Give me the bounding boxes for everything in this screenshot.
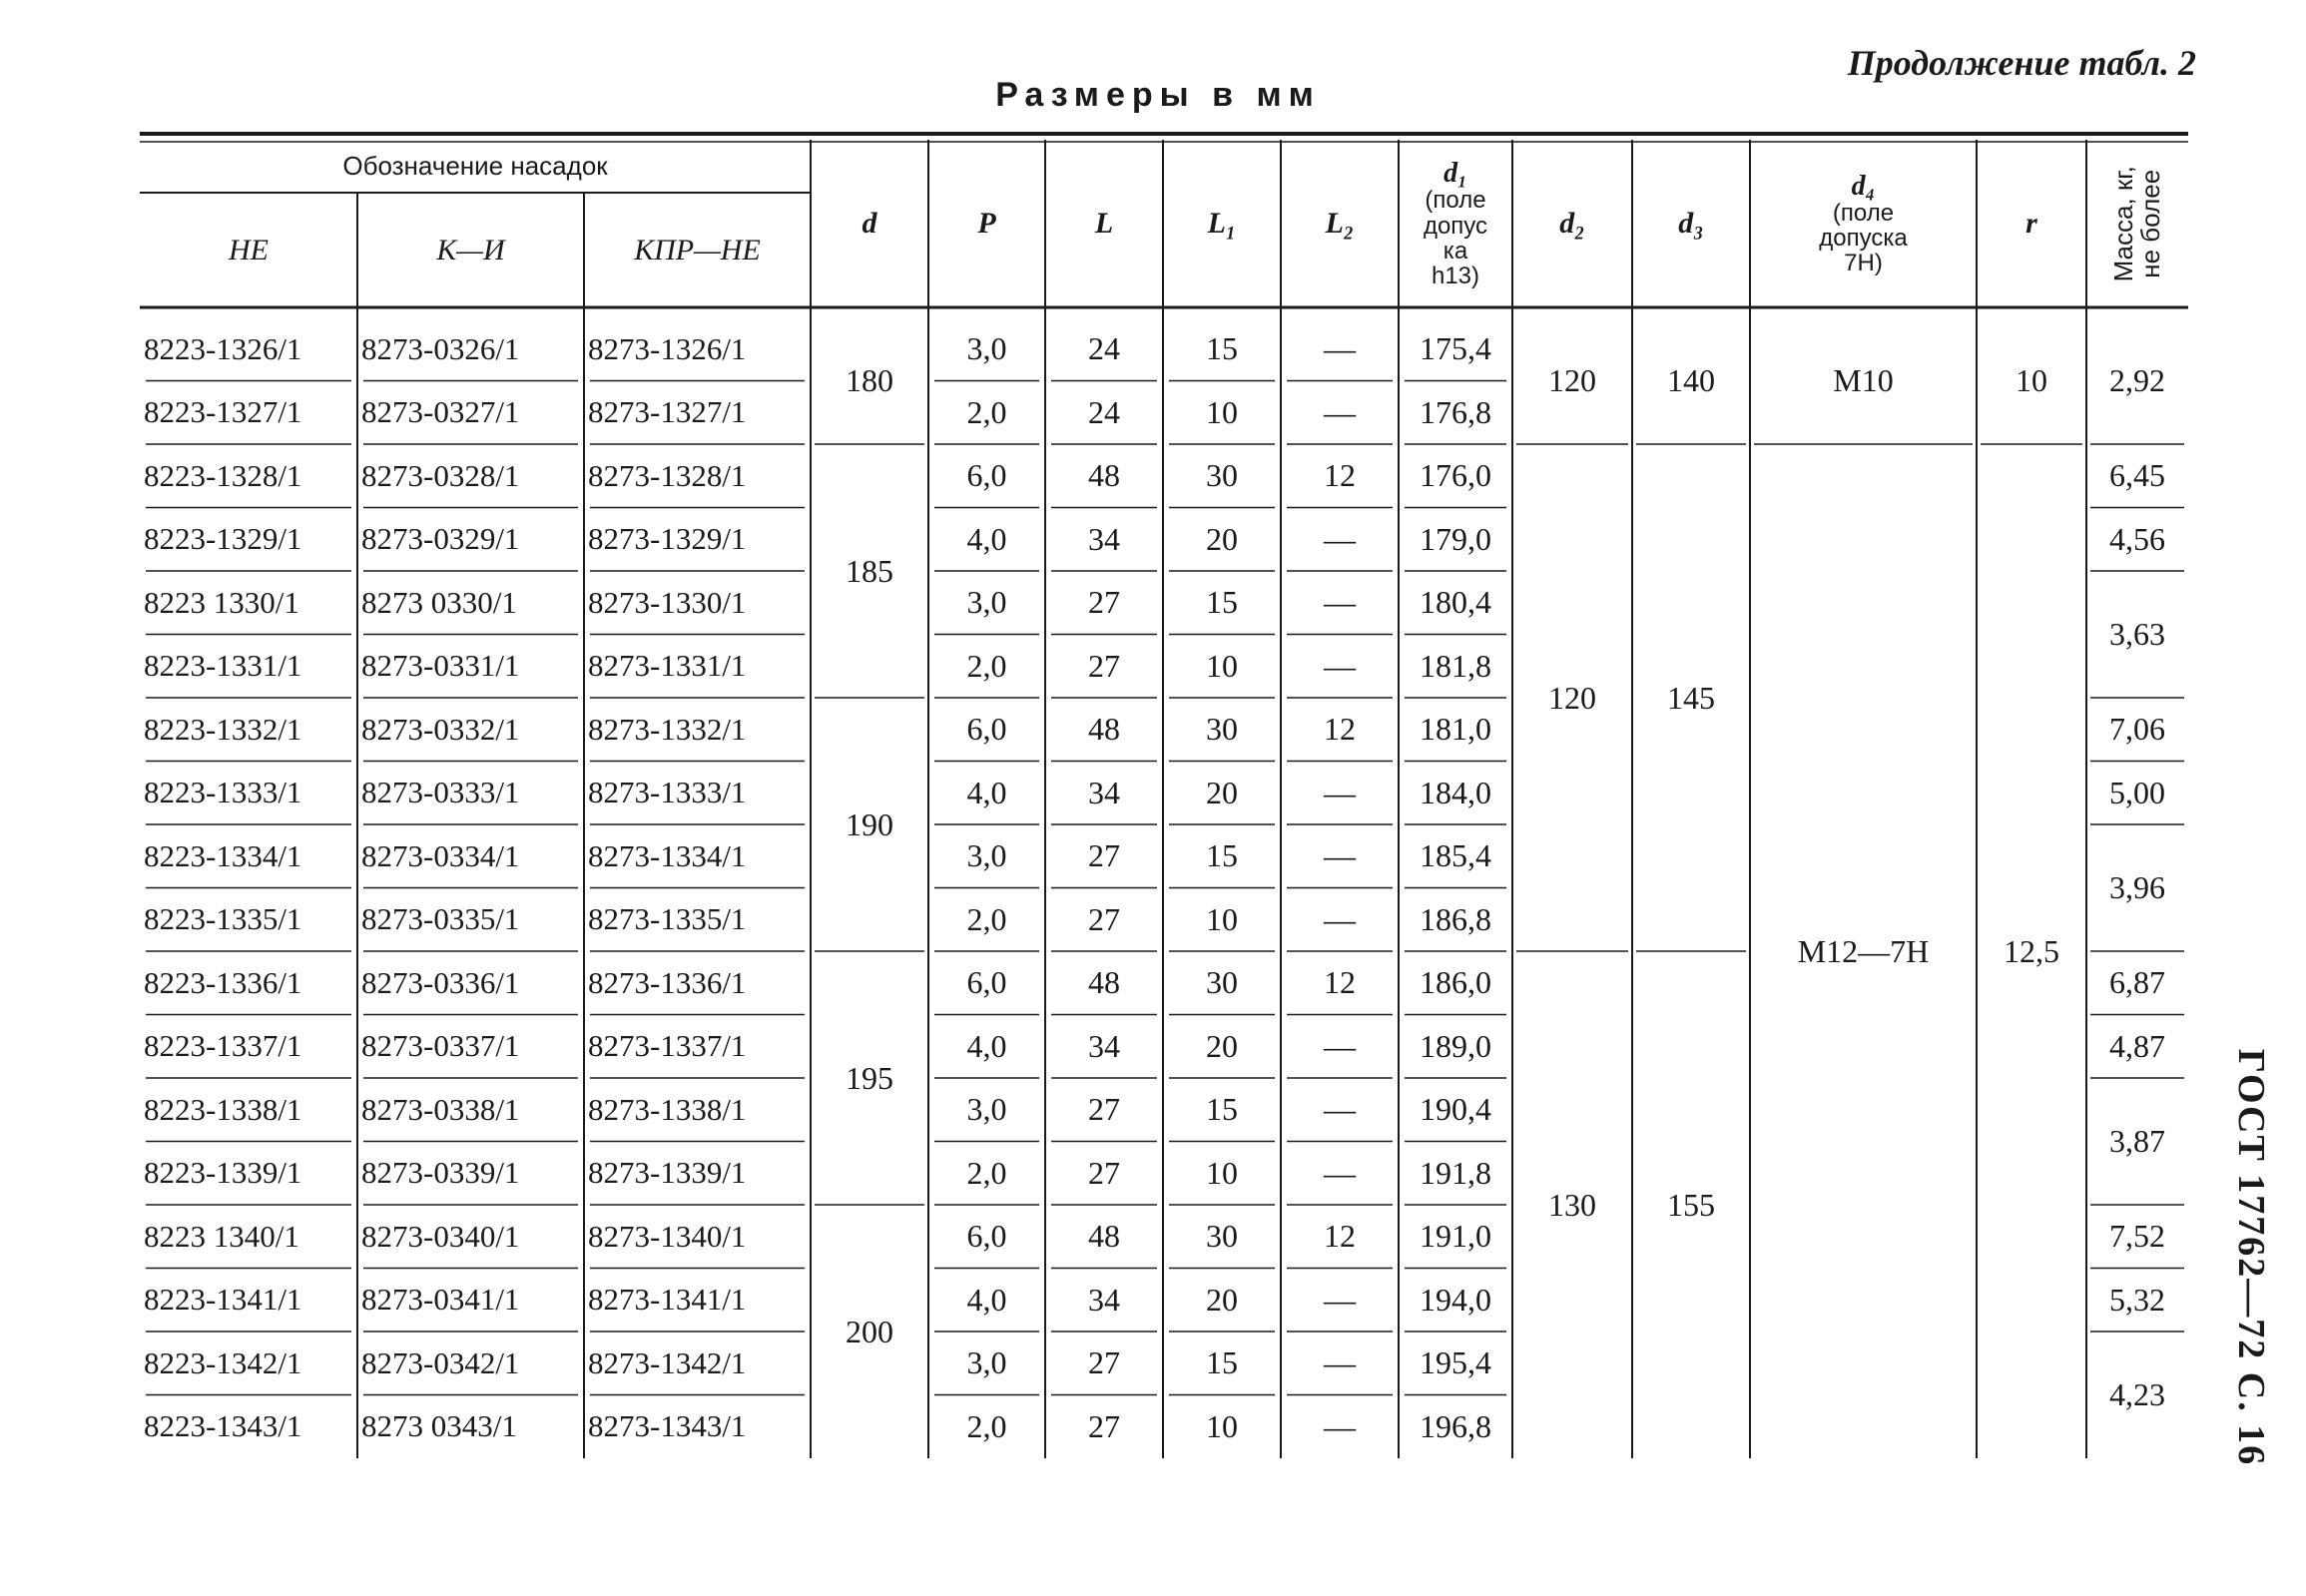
d3-cell: 145 bbox=[1667, 679, 1715, 716]
kprne-code-cell: 8273-1327/1 bbox=[588, 394, 747, 430]
d1-cell: 175,4 bbox=[1420, 330, 1491, 367]
p-cell: 2,0 bbox=[966, 900, 1007, 937]
kprne-code-cell: 8273-1331/1 bbox=[588, 648, 747, 684]
l-cell: 34 bbox=[1088, 774, 1120, 810]
mass-cell: 5,32 bbox=[2109, 1281, 2165, 1318]
l1-cell: 15 bbox=[1206, 1091, 1238, 1128]
l1-cell: 20 bbox=[1206, 1027, 1238, 1064]
d-cell: 190 bbox=[846, 805, 893, 842]
l2-cell: — bbox=[1324, 1154, 1356, 1191]
ki-code-cell: 8273-0327/1 bbox=[361, 394, 520, 430]
d1-cell: 176,8 bbox=[1420, 393, 1491, 430]
l1-cell: 30 bbox=[1206, 711, 1238, 748]
ki-code-cell: 8273-0328/1 bbox=[361, 457, 520, 493]
mass-cell: 4,23 bbox=[2109, 1376, 2165, 1412]
column-header-d4-note-2: допуска bbox=[1819, 225, 1908, 253]
kprne-code-cell: 8273-1330/1 bbox=[588, 584, 747, 620]
column-header-ne: НЕ bbox=[229, 233, 269, 266]
r-cell: 10 bbox=[2016, 362, 2047, 398]
l2-cell: — bbox=[1324, 520, 1356, 557]
l1-cell: 20 bbox=[1206, 1281, 1238, 1318]
l2-cell: — bbox=[1324, 1027, 1356, 1064]
column-header-mass bbox=[2086, 140, 2188, 307]
kprne-code-cell: 8273-1339/1 bbox=[588, 1155, 747, 1191]
ne-code-cell: 8223-1332/1 bbox=[144, 711, 302, 747]
l2-cell: — bbox=[1324, 647, 1356, 684]
mass-cell: 6,45 bbox=[2109, 457, 2165, 494]
kprne-code-cell: 8273-1329/1 bbox=[588, 521, 747, 557]
d-cell: 180 bbox=[846, 362, 893, 398]
p-cell: 2,0 bbox=[966, 647, 1007, 684]
ki-code-cell: 8273-0332/1 bbox=[361, 711, 520, 747]
continuation-note: Продолжение табл. 2 bbox=[1847, 43, 2196, 83]
d3-cell: 155 bbox=[1667, 1186, 1715, 1223]
mass-cell: 4,87 bbox=[2109, 1027, 2165, 1064]
p-cell: 4,0 bbox=[966, 520, 1007, 557]
ki-code-cell: 8273-0335/1 bbox=[361, 901, 520, 937]
d-cell: 200 bbox=[846, 1313, 893, 1349]
column-header-p: P bbox=[977, 207, 996, 241]
mass-cell: 5,00 bbox=[2109, 774, 2165, 810]
column-header-d: d bbox=[862, 207, 877, 241]
ne-code-cell: 8223-1341/1 bbox=[144, 1282, 302, 1318]
column-header-d1-note-2: допус bbox=[1423, 212, 1488, 240]
p-cell: 3,0 bbox=[966, 584, 1007, 621]
kprne-code-cell: 8273-1340/1 bbox=[588, 1218, 747, 1254]
p-cell: 3,0 bbox=[966, 330, 1007, 367]
d1-cell: 184,0 bbox=[1420, 774, 1491, 810]
d1-cell: 196,8 bbox=[1420, 1407, 1491, 1444]
l-cell: 27 bbox=[1088, 837, 1120, 874]
d-cell: 195 bbox=[846, 1059, 893, 1096]
column-header-d3: d₃ bbox=[1678, 207, 1704, 241]
l1-cell: 30 bbox=[1206, 1218, 1238, 1255]
d1-cell: 176,0 bbox=[1420, 457, 1491, 494]
l-cell: 48 bbox=[1088, 457, 1120, 494]
ki-code-cell: 8273 0330/1 bbox=[361, 584, 517, 620]
kprne-code-cell: 8273-1326/1 bbox=[588, 330, 747, 366]
l1-cell: 10 bbox=[1206, 1154, 1238, 1191]
column-header-ki: К—И bbox=[436, 233, 505, 266]
column-header-l: L bbox=[1094, 207, 1114, 241]
column-header-mass-line-2: не более bbox=[2135, 169, 2166, 278]
d3-cell: 140 bbox=[1667, 362, 1715, 398]
l-cell: 27 bbox=[1088, 584, 1120, 621]
ki-code-cell: 8273-0340/1 bbox=[361, 1218, 520, 1254]
kprne-code-cell: 8273-1338/1 bbox=[588, 1091, 747, 1127]
d1-cell: 186,8 bbox=[1420, 900, 1491, 937]
column-header-mass-line-1: Масса, кг, bbox=[2107, 165, 2138, 282]
mass-cell: 3,96 bbox=[2109, 869, 2165, 905]
d1-cell: 195,4 bbox=[1420, 1344, 1491, 1381]
d1-cell: 180,4 bbox=[1420, 584, 1491, 621]
d2-cell: 120 bbox=[1548, 679, 1596, 716]
ki-code-cell: 8273-0337/1 bbox=[361, 1028, 520, 1064]
l2-cell: — bbox=[1324, 1407, 1356, 1444]
kprne-code-cell: 8273-1328/1 bbox=[588, 457, 747, 493]
l1-cell: 10 bbox=[1206, 900, 1238, 937]
ne-code-cell: 8223-1331/1 bbox=[144, 648, 302, 684]
ne-code-cell: 8223-1337/1 bbox=[144, 1028, 302, 1064]
l-cell: 34 bbox=[1088, 1027, 1120, 1064]
column-header-d4-note-1: (поле bbox=[1832, 199, 1895, 227]
d1-cell: 181,0 bbox=[1420, 711, 1491, 748]
d1-cell: 185,4 bbox=[1420, 837, 1491, 874]
ki-code-cell: 8273-0333/1 bbox=[361, 775, 520, 810]
l2-cell: — bbox=[1324, 393, 1356, 430]
l1-cell: 30 bbox=[1206, 964, 1238, 1001]
r-cell: 12,5 bbox=[2004, 932, 2059, 969]
ne-code-cell: 8223-1342/1 bbox=[144, 1344, 302, 1380]
ne-code-cell: 8223-1335/1 bbox=[144, 901, 302, 937]
ne-code-cell: 8223-1338/1 bbox=[144, 1091, 302, 1127]
l1-cell: 10 bbox=[1206, 393, 1238, 430]
l-cell: 27 bbox=[1088, 1407, 1120, 1444]
ne-code-cell: 8223-1343/1 bbox=[144, 1408, 302, 1444]
l-cell: 48 bbox=[1088, 711, 1120, 748]
l2-cell: 12 bbox=[1324, 457, 1356, 494]
kprne-code-cell: 8273-1343/1 bbox=[588, 1408, 747, 1444]
d-cell: 185 bbox=[846, 552, 893, 589]
l1-cell: 15 bbox=[1206, 330, 1238, 367]
kprne-code-cell: 8273-1332/1 bbox=[588, 711, 747, 747]
ki-code-cell: 8273-0326/1 bbox=[361, 330, 520, 366]
ki-code-cell: 8273-0342/1 bbox=[361, 1344, 520, 1380]
l2-cell: 12 bbox=[1324, 711, 1356, 748]
d1-cell: 194,0 bbox=[1420, 1281, 1491, 1318]
gost-page-label-text: ГОСТ 17762—72 С. 16 bbox=[2230, 1048, 2272, 1467]
l-cell: 27 bbox=[1088, 1154, 1120, 1191]
l1-cell: 10 bbox=[1206, 647, 1238, 684]
ne-code-cell: 8223-1333/1 bbox=[144, 775, 302, 810]
ne-code-cell: 8223 1340/1 bbox=[144, 1218, 299, 1254]
column-header-l2: L₂ bbox=[1325, 207, 1355, 241]
d4-cell: M12—7H bbox=[1797, 932, 1930, 969]
ki-code-cell: 8273-0334/1 bbox=[361, 837, 520, 873]
ne-code-cell: 8223-1326/1 bbox=[144, 330, 302, 366]
d1-cell: 186,0 bbox=[1420, 964, 1491, 1001]
p-cell: 2,0 bbox=[966, 1154, 1007, 1191]
l1-cell: 20 bbox=[1206, 520, 1238, 557]
l2-cell: 12 bbox=[1324, 964, 1356, 1001]
designation-group-header: Обозначение насадок bbox=[342, 150, 608, 181]
ki-code-cell: 8273-0336/1 bbox=[361, 964, 520, 1000]
l2-cell: 12 bbox=[1324, 1218, 1356, 1255]
l1-cell: 20 bbox=[1206, 774, 1238, 810]
column-header-kprne: КПР—НЕ bbox=[634, 233, 761, 266]
l-cell: 24 bbox=[1088, 393, 1120, 430]
column-header-d4 bbox=[1750, 140, 1977, 307]
l1-cell: 10 bbox=[1206, 1407, 1238, 1444]
l-cell: 48 bbox=[1088, 1218, 1120, 1255]
d2-cell: 130 bbox=[1548, 1186, 1596, 1223]
p-cell: 6,0 bbox=[966, 1218, 1007, 1255]
l1-cell: 15 bbox=[1206, 1344, 1238, 1381]
ne-code-cell: 8223-1329/1 bbox=[144, 521, 302, 557]
kprne-code-cell: 8273-1334/1 bbox=[588, 837, 747, 873]
column-header-d1-symbol: d₁ bbox=[1443, 157, 1467, 189]
column-header-d4-symbol: d₄ bbox=[1851, 170, 1876, 202]
p-cell: 6,0 bbox=[966, 457, 1007, 494]
p-cell: 6,0 bbox=[966, 711, 1007, 748]
ne-code-cell: 8223 1330/1 bbox=[144, 584, 299, 620]
l-cell: 27 bbox=[1088, 1344, 1120, 1381]
l-cell: 27 bbox=[1088, 1091, 1120, 1128]
mass-cell: 4,56 bbox=[2109, 520, 2165, 557]
l-cell: 34 bbox=[1088, 520, 1120, 557]
ki-code-cell: 8273-0339/1 bbox=[361, 1155, 520, 1191]
p-cell: 3,0 bbox=[966, 1344, 1007, 1381]
d4-cell: M10 bbox=[1833, 362, 1894, 398]
ne-code-cell: 8223-1328/1 bbox=[144, 457, 302, 493]
kprne-code-cell: 8273-1337/1 bbox=[588, 1028, 747, 1064]
d1-cell: 189,0 bbox=[1420, 1027, 1491, 1064]
d2-cell: 120 bbox=[1548, 362, 1596, 398]
kprne-code-cell: 8273-1335/1 bbox=[588, 901, 747, 937]
l2-cell: — bbox=[1324, 330, 1356, 367]
ki-code-cell: 8273-0329/1 bbox=[361, 521, 520, 557]
l1-cell: 30 bbox=[1206, 457, 1238, 494]
l2-cell: — bbox=[1324, 900, 1356, 937]
l-cell: 34 bbox=[1088, 1281, 1120, 1318]
d1-cell: 181,8 bbox=[1420, 647, 1491, 684]
l2-cell: — bbox=[1324, 837, 1356, 874]
mass-cell: 3,63 bbox=[2109, 616, 2165, 652]
p-cell: 2,0 bbox=[966, 393, 1007, 430]
ki-code-cell: 8273 0343/1 bbox=[361, 1408, 517, 1444]
kprne-code-cell: 8273-1342/1 bbox=[588, 1344, 747, 1380]
mass-cell: 6,87 bbox=[2109, 964, 2165, 1001]
d1-cell: 191,8 bbox=[1420, 1154, 1491, 1191]
ne-code-cell: 8223-1327/1 bbox=[144, 394, 302, 430]
column-header-d2: d₂ bbox=[1559, 207, 1585, 241]
l1-cell: 15 bbox=[1206, 837, 1238, 874]
l2-cell: — bbox=[1324, 774, 1356, 810]
kprne-code-cell: 8273-1341/1 bbox=[588, 1282, 747, 1318]
ki-code-cell: 8273-0331/1 bbox=[361, 648, 520, 684]
ki-code-cell: 8273-0341/1 bbox=[361, 1282, 520, 1318]
column-header-l1: L₁ bbox=[1207, 207, 1237, 241]
ne-code-cell: 8223-1334/1 bbox=[144, 837, 302, 873]
column-header-r: r bbox=[2025, 207, 2037, 241]
p-cell: 3,0 bbox=[966, 1091, 1007, 1128]
ne-code-cell: 8223-1339/1 bbox=[144, 1155, 302, 1191]
l1-cell: 15 bbox=[1206, 584, 1238, 621]
mass-cell: 7,52 bbox=[2109, 1218, 2165, 1255]
d1-cell: 191,0 bbox=[1420, 1218, 1491, 1255]
ne-code-cell: 8223-1336/1 bbox=[144, 964, 302, 1000]
l-cell: 27 bbox=[1088, 900, 1120, 937]
column-header-d1 bbox=[1399, 140, 1512, 307]
kprne-code-cell: 8273-1333/1 bbox=[588, 775, 747, 810]
mass-cell: 2,92 bbox=[2109, 362, 2165, 398]
ki-code-cell: 8273-0338/1 bbox=[361, 1091, 520, 1127]
l2-cell: — bbox=[1324, 1281, 1356, 1318]
kprne-code-cell: 8273-1336/1 bbox=[588, 964, 747, 1000]
l-cell: 24 bbox=[1088, 330, 1120, 367]
dimensions-caption: Размеры в мм bbox=[995, 76, 1321, 114]
d1-cell: 190,4 bbox=[1420, 1091, 1491, 1128]
p-cell: 2,0 bbox=[966, 1407, 1007, 1444]
p-cell: 4,0 bbox=[966, 774, 1007, 810]
l2-cell: — bbox=[1324, 1344, 1356, 1381]
p-cell: 4,0 bbox=[966, 1027, 1007, 1064]
l2-cell: — bbox=[1324, 584, 1356, 621]
l-cell: 48 bbox=[1088, 964, 1120, 1001]
p-cell: 4,0 bbox=[966, 1281, 1007, 1318]
l2-cell: — bbox=[1324, 1091, 1356, 1128]
d1-cell: 179,0 bbox=[1420, 520, 1491, 557]
column-header-d1-note-3: ка bbox=[1442, 237, 1468, 265]
column-header-d1-note-1: (поле bbox=[1425, 187, 1486, 215]
l-cell: 27 bbox=[1088, 647, 1120, 684]
column-header-d1-note-4: h13) bbox=[1431, 262, 1480, 289]
p-cell: 6,0 bbox=[966, 964, 1007, 1001]
p-cell: 3,0 bbox=[966, 837, 1007, 874]
mass-cell: 3,87 bbox=[2109, 1123, 2165, 1159]
column-header-d4-note-3: 7H) bbox=[1844, 250, 1883, 277]
mass-cell: 7,06 bbox=[2109, 711, 2165, 748]
